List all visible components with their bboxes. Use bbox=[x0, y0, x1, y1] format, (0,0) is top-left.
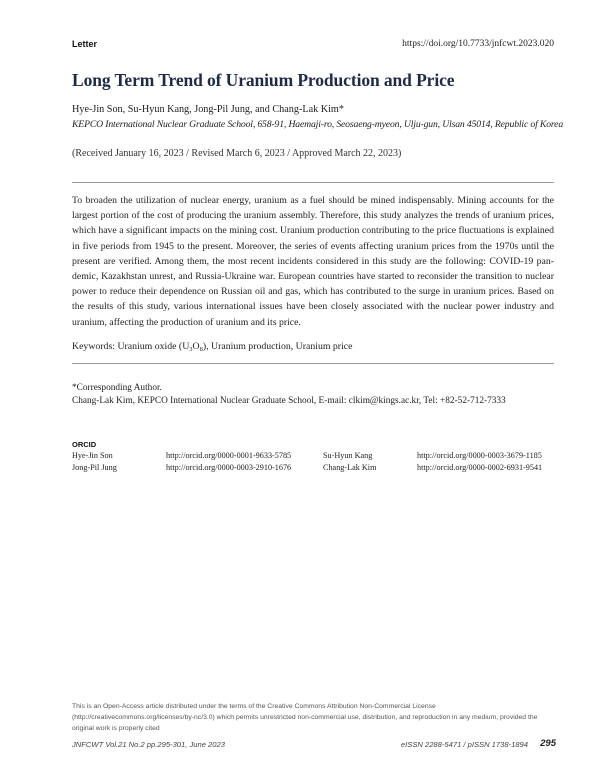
issn-info: eISSN 2288-5471 / pISSN 1738-1894 bbox=[400, 740, 528, 749]
orcid-name: Hye-Jin Son bbox=[72, 451, 113, 460]
keywords-prefix: Keywords: Uranium oxide (U bbox=[72, 341, 190, 352]
keywords-subscript-1: 3 bbox=[189, 346, 193, 353]
corresponding-author-label: *Corresponding Author. bbox=[72, 383, 162, 393]
author-list: Hye-Jin Son, Su-Hyun Kang, Jong-Pil Jung, and Chang-Lak Kim* bbox=[72, 104, 344, 115]
orcid-heading: ORCID bbox=[72, 440, 97, 449]
author-affiliation: KEPCO International Nuclear Graduate School, 658-91, Haemaji-ro, Seosaeng-myeon, Ulju-gun, Ulsan 45014, Republic of Korea bbox=[72, 119, 564, 130]
journal-citation: JNFCWT Vol.21 No.2 pp.295-301, June 2023 bbox=[72, 740, 225, 749]
corresponding-author-detail: Chang-Lak Kim, KEPCO International Nuclear Graduate School, E-mail: clkim@kings.ac.kr, Tel: +82-52-712-7333 bbox=[72, 396, 506, 406]
abstract-bottom-divider bbox=[72, 363, 554, 364]
license-notice: This is an Open-Access article distributed under the terms of the Creative Commons Attribution Non-Commercial License (http://creativecommons.org/licenses/by-nc/3.0) which permits unrestricted non-commercial use, distribution, and reproduction in any medium, provided the original work is properly cited bbox=[72, 703, 538, 732]
submission-dates: (Received January 16, 2023 / Revised March 6, 2023 / Approved March 22, 2023) bbox=[72, 148, 402, 159]
orcid-link[interactable]: http://orcid.org/0000-0003-2910-1676 bbox=[166, 463, 292, 472]
keywords-subscript-2: 8 bbox=[199, 346, 203, 353]
article-title: Long Term Trend of Uranium Production and Price bbox=[72, 70, 455, 90]
keywords-mid: O bbox=[192, 341, 200, 352]
abstract-top-divider bbox=[72, 182, 554, 183]
article-type-label: Letter bbox=[72, 39, 98, 49]
orcid-name: Su-Hyun Kang bbox=[323, 451, 373, 460]
abstract-text: To broaden the utilization of nuclear energy, uranium as a fuel should be mined indispensably. Mining accounts for the largest portion of the cost of producing the uranium assembly. Therefore, this study analyzes the trends of uranium prices, which have a significant impacts on the mining cost. Uranium production contributing to the price fluctuations is explained in five periods from 1945 to the present. Moreover, the series of events affecting uranium prices from the 1970s until the present are verified. Among them, the most recent incidents considered in this study are the following: COVID-19 pan-demic, Kazakhstan unrest, and Russia-Ukraine war. European countries have started to reconsider the transition to nuclear power to reduce their dependence on Russian oil and gas, which has contributed to the surge in uranium prices. Based on the results of this study, various international issues have been closely associated with the nuclear power industry and uranium, affecting the production of uranium and its price. bbox=[72, 195, 554, 328]
orcid-name: Jong-Pil Jung bbox=[72, 463, 117, 472]
page-number: 295 bbox=[540, 738, 556, 749]
orcid-link[interactable]: http://orcid.org/0000-0002-6931-9541 bbox=[417, 463, 543, 472]
orcid-link[interactable]: http://orcid.org/0000-0003-3679-1185 bbox=[417, 451, 542, 460]
keywords-suffix: ), Uranium production, Uranium price bbox=[202, 341, 353, 352]
keywords-line bbox=[72, 341, 353, 353]
doi-link[interactable]: https://doi.org/10.7733/jnfcwt.2023.020 bbox=[402, 39, 554, 49]
orcid-link[interactable]: http://orcid.org/0000-0001-9633-5785 bbox=[166, 451, 292, 460]
orcid-name: Chang-Lak Kim bbox=[323, 463, 377, 472]
